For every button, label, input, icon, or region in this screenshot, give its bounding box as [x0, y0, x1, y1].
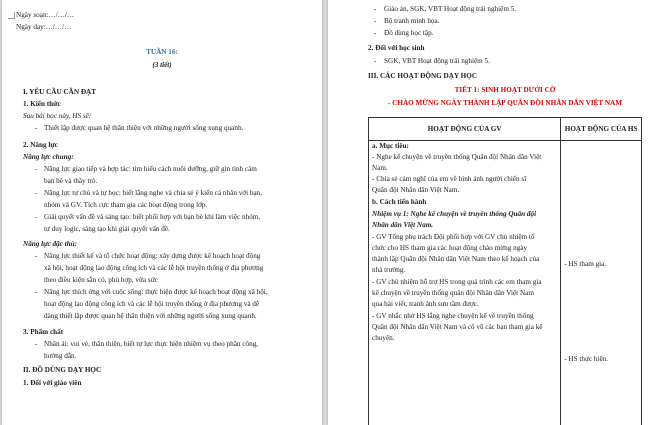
bullet-dash: - [374, 29, 377, 37]
general-ability-2-line-2: nhóm và GV. Tích cực tham gia các hoạt động trong lớp. [44, 201, 208, 209]
section-1-heading: I. YÊU CẦU CẦN ĐẠT [23, 88, 97, 96]
ability-heading: 2. Năng lực [23, 141, 58, 149]
teacher-text-line: nhà trường. [372, 266, 406, 274]
specific-ability-2-line-1: Năng lực thích ứng với cuộc sống: thực hiện được kế hoạch hoạt động xã hội, [44, 288, 268, 296]
general-ability-heading: Năng lực chung: [23, 153, 74, 161]
teacher-activity-cell [369, 141, 561, 425]
bullet-dash: - [374, 5, 377, 13]
periods-note: (3 tiết) [152, 61, 172, 69]
teacher-text-line: Nam. [372, 164, 388, 172]
teacher-text-line: Quân đội Nhân dân Việt Nam. [372, 186, 460, 194]
teacher-text-line: Quân đội Nhân dân Việt Nam và cổ vũ các bạn tham gia kể [372, 323, 543, 331]
celebration-title: - CHÀO MỪNG NGÀY THÀNH LẬP QUÂN ĐỘI NHÂN DÂN VIỆT NAM [387, 99, 623, 107]
teacher-item-3: Đồ dùng học tập. [384, 29, 434, 37]
procedure-heading: b. Cách tiến hành [372, 198, 427, 206]
specific-ability-1-line-3: theo điều kiện sẵn có, phù hợp, vừa sức [44, 276, 158, 284]
teacher-text-line: thành lập Quân đội Nhân dân Việt Nam theo kế hoạch của [372, 255, 540, 263]
teacher-text-line: kể chuyện về truyền thống quân đội Nhân dân Việt Nam [372, 289, 534, 297]
general-ability-1-line-2: bạn bè và thầy trò. [44, 177, 98, 185]
bullet-dash: - [35, 340, 38, 348]
bullet-dash: - [35, 165, 38, 173]
objective-heading: a. Mục tiêu: [372, 142, 409, 150]
teacher-item-1: Giáo án, SGK, VBT Hoạt động trải nghiệm 5. [384, 5, 517, 13]
quality-line-2: hướng dẫn. [44, 352, 77, 360]
week-title: TUẦN 16: [146, 48, 178, 56]
bullet-dash: - [35, 252, 38, 260]
document-page-left [2, 0, 322, 425]
student-activity-cell [561, 141, 642, 425]
student-heading: 2. Đối với học sinh [368, 44, 425, 52]
teacher-heading: 1. Đối với giáo viên [23, 379, 82, 387]
task-1-title-line-2: Nhân dân Việt Nam. [372, 221, 434, 229]
general-ability-1-line-1: Năng lực giao tiếp và hợp tác: tìm hiểu cách nuôi dưỡng, giữ gìn tình cảm [44, 165, 257, 173]
activities-table [368, 117, 642, 425]
teacher-text-line: chuyện. [372, 334, 395, 342]
bullet-dash: - [35, 213, 38, 221]
bullet-dash: - [35, 124, 38, 132]
bullet-dash: - [374, 57, 377, 65]
specific-ability-2-line-2: hoạt động lao động công ích và các lễ hội truyền thống ở địa phương và dễ [44, 300, 260, 308]
teacher-text-line: - Chia sẻ cảm nghĩ của em về hình ảnh người chiến sĩ [372, 175, 527, 183]
section-3-heading: III. CÁC HOẠT ĐỘNG DẠY HỌC [368, 72, 478, 80]
section-2-heading: II. ĐỒ DÙNG DẠY HỌC [23, 366, 102, 374]
knowledge-intro: Sau bài học này, HS sẽ: [23, 112, 92, 120]
teacher-text-line: chức cho HS tham gia các hoạt động chào mừng ngày [372, 244, 528, 252]
period-title: TIẾT 1: SINH HOẠT DƯỚI CỜ [454, 86, 556, 94]
date-composed: Ngày soạn:…/…/… [16, 11, 75, 19]
general-ability-3-line-1: Giải quyết vấn đề và sáng tạo: biết phối hợp với bạn bè khi làm việc nhóm, [44, 213, 261, 221]
teacher-text-line: - Nghe kể chuyện về truyền thống Quân đội Nhân dân Việt [372, 153, 542, 161]
bullet-dash: - [35, 189, 38, 197]
specific-ability-1-line-1: Năng lực thiết kế và tổ chức hoạt động: xây dựng được kế hoạch hoạt động [44, 252, 261, 260]
specific-ability-heading: Năng lực đặc thù: [23, 240, 78, 248]
teacher-item-2: Bộ tranh minh họa. [384, 17, 440, 25]
bullet-dash: - [374, 17, 377, 25]
teacher-text-line: - GV chủ nhiệm hỗ trợ HS trong quá trình các em tham gia [372, 278, 542, 286]
quality-heading: 3. Phẩm chất [23, 328, 64, 336]
column-header-student: HOẠT ĐỘNG CỦA HS [561, 118, 642, 141]
task-1-title-line-1: Nhiệm vụ 1: Nghe kể chuyện về truyền thống Quân đội [372, 210, 537, 218]
teacher-text-line: - GV Tổng phụ trách Đội phối hợp với GV chủ nhiệm tổ [372, 233, 535, 241]
teacher-text-line: qua bài viết, tranh ảnh sưu tầm được. [372, 300, 479, 308]
bullet-dash: - [35, 288, 38, 296]
teacher-text-line: - GV nhắc nhở HS lắng nghe chuyện kể về truyền thống [372, 312, 534, 320]
quality-line-1: Nhân ái: vui vẻ, thân thiện, biết tự lực thực hiện nhiệm vụ theo phân công, [44, 340, 259, 348]
specific-ability-1-line-2: xã hội, hoạt động lao động công ích và các lễ hội truyền thống ở địa phương [44, 264, 264, 272]
student-activity-2: - HS thực hiện. [564, 355, 609, 363]
knowledge-item: Thiết lập được quan hệ thân thiện với những người sống xung quanh. [44, 124, 244, 132]
column-header-teacher: HOẠT ĐỘNG CỦA GV [369, 118, 561, 141]
date-taught: Ngày dạy:…/…/… [16, 23, 72, 31]
student-activity-1: - HS tham gia. [564, 260, 607, 268]
knowledge-heading: 1. Kiến thức [23, 100, 61, 108]
student-item-1: SGK, VBT Hoạt động trải nghiệm 5. [384, 57, 490, 65]
general-ability-2-line-1: Năng lực tự chủ và tự học: biết lắng nghe và chia sẻ ý kiến cá nhân với bạn, [44, 189, 263, 197]
specific-ability-2-line-3: dàng thiết lập được quan hệ thân thiện với những người sống xung quanh. [44, 312, 257, 320]
document-page-right [328, 0, 650, 425]
general-ability-3-line-2: tư duy logic, sáng tạo khi giải quyết vấn đề. [44, 225, 170, 233]
margin-corner-mark [8, 12, 15, 19]
